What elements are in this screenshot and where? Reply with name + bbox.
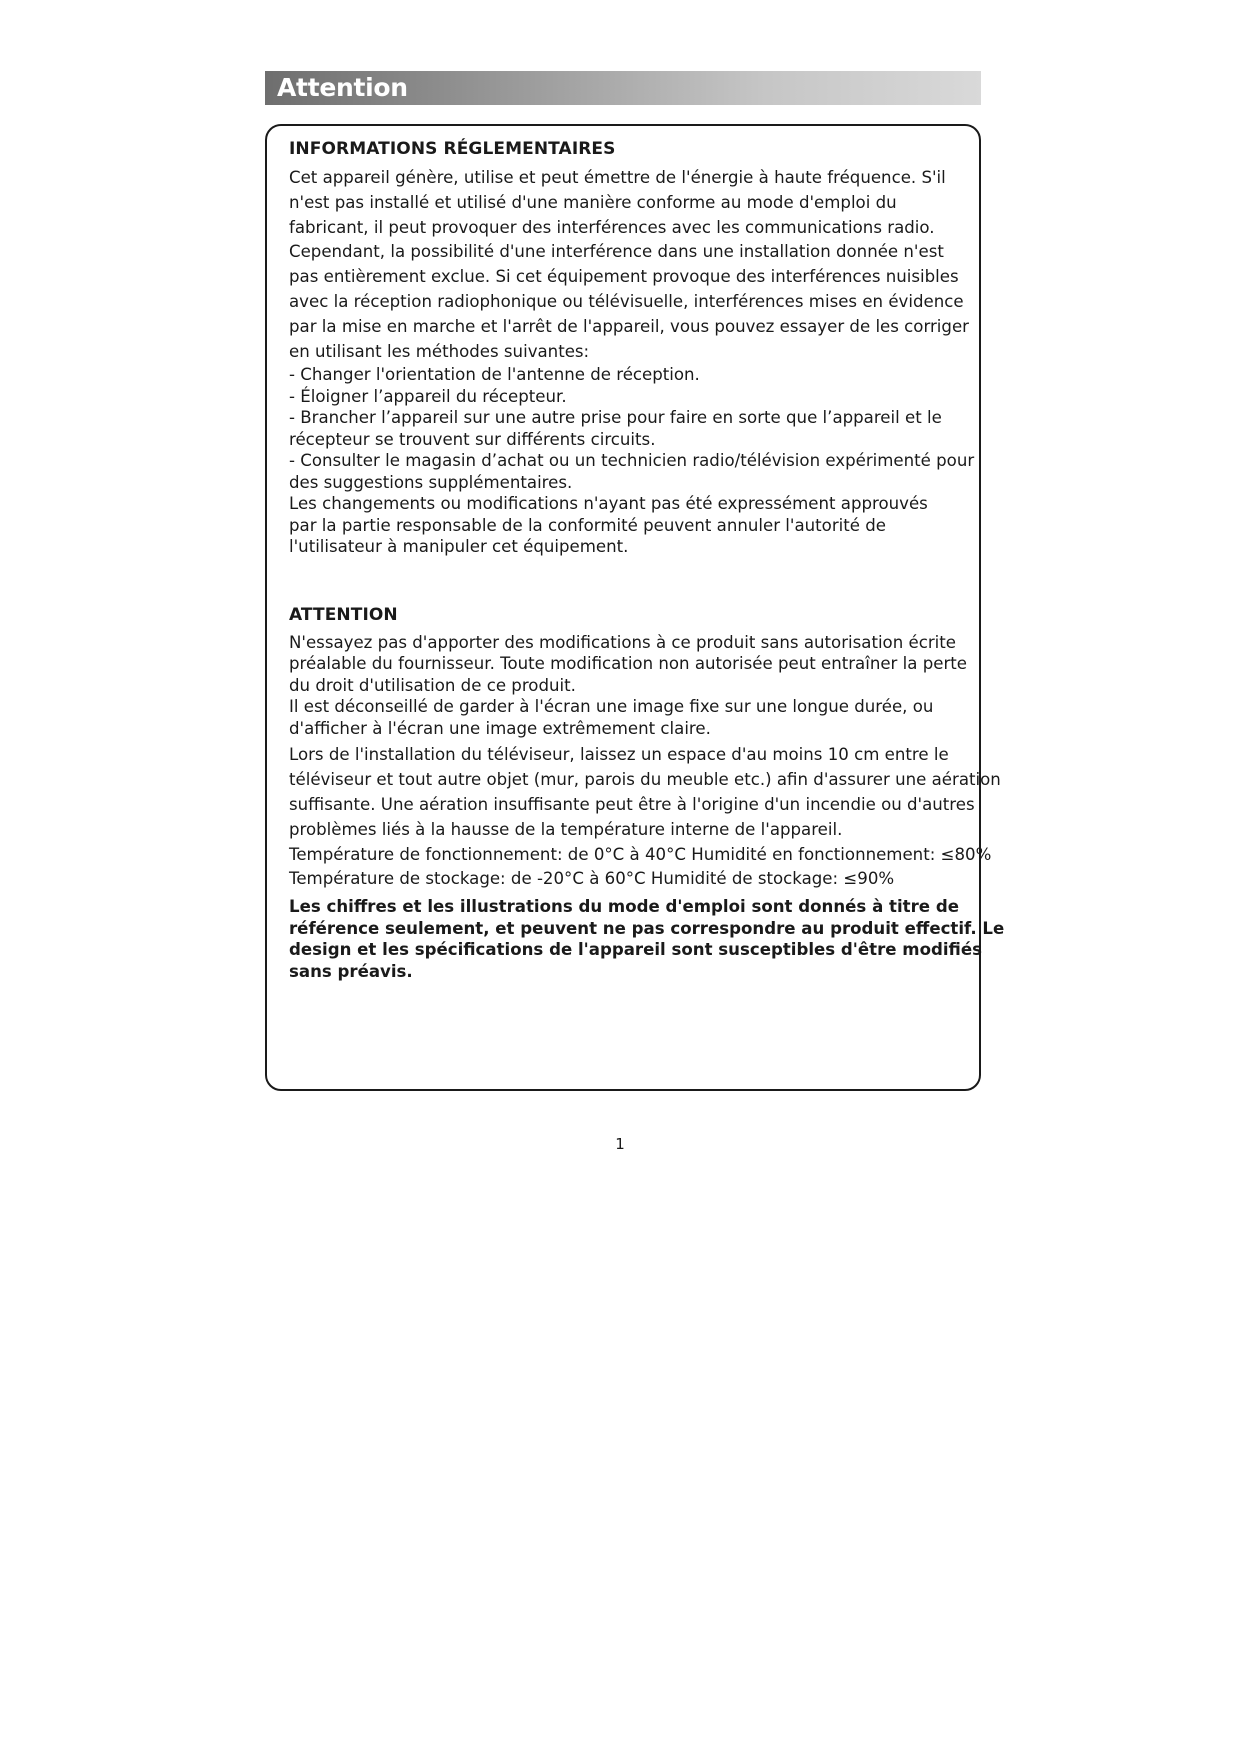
text-line: préalable du fournisseur. Toute modification non autorisée peut entraîner la perte (289, 654, 967, 674)
text-line: Température de stockage: de -20°C à 60°C Humidité de stockage: ≤90% (289, 869, 895, 889)
regulatory-paragraph (289, 166, 979, 364)
regulatory-methods-list (289, 364, 979, 558)
list-item: des suggestions supplémentaires. (289, 472, 573, 492)
text-line: par la partie responsable de la conformité peuvent annuler l'autorité de (289, 515, 886, 535)
text-line: Température de fonctionnement: de 0°C à 40°C Humidité en fonctionnement: ≤80% (289, 844, 992, 864)
page-number: 1 (615, 1135, 625, 1153)
text-line: n'est pas installé et utilisé d'une manière conforme au mode d'emploi du (289, 192, 897, 212)
text-line: Cet appareil génère, utilise et peut émettre de l'énergie à haute fréquence. S'il (289, 168, 946, 187)
attention-intro (289, 632, 979, 740)
disclaimer-note (289, 896, 1005, 982)
section-spacer (289, 558, 979, 604)
text-line: l'utilisateur à manipuler cet équipement. (289, 537, 629, 557)
text-line: d'afficher à l'écran une image extrêmement claire. (289, 718, 711, 738)
list-item: récepteur se trouvent sur différents circuits. (289, 429, 656, 449)
section-banner (265, 71, 981, 105)
text-line: Les changements ou modifications n'ayant pas été expressément approuvés (289, 494, 928, 514)
text-line: Il est déconseillé de garder à l'écran une image fixe sur une longue durée, ou (289, 697, 934, 717)
text-line: fabricant, il peut provoquer des interférences avec les communications radio. (289, 217, 935, 237)
text-line: Lors de l'installation du téléviseur, laissez un espace d'au moins 10 cm entre le (289, 745, 949, 765)
list-item: - Éloigner l’appareil du récepteur. (289, 386, 567, 406)
text-line: Les chiffres et les illustrations du mode d'emploi sont donnés à titre de (289, 897, 959, 917)
text-line: N'essayez pas d'apporter des modifications à ce produit sans autorisation écrite (289, 632, 956, 652)
attention-heading: ATTENTION (289, 604, 398, 625)
list-item: - Changer l'orientation de l'antenne de réception. (289, 365, 700, 385)
list-item: - Brancher l’appareil sur une autre prise pour faire en sorte que l’appareil et le (289, 408, 942, 428)
text-line: Cependant, la possibilité d'une interférence dans une installation donnée n'est (289, 242, 944, 262)
regulatory-heading: INFORMATIONS RÉGLEMENTAIRES (289, 139, 616, 159)
text-line: référence seulement, et peuvent ne pas correspondre au produit effectif. Le (289, 918, 1005, 938)
text-line: pas entièrement exclue. Si cet équipement provoque des interférences nuisibles (289, 267, 959, 287)
text-line: problèmes liés à la hausse de la température interne de l'appareil. (289, 819, 843, 839)
text-line: avec la réception radiophonique ou télévisuelle, interférences mises en évidence (289, 291, 964, 311)
text-line: par la mise en marche et l'arrêt de l'appareil, vous pouvez essayer de les corriger (289, 316, 969, 336)
text-line: téléviseur et tout autre objet (mur, parois du meuble etc.) afin d'assurer une aération (289, 770, 1001, 790)
text-line: suffisante. Une aération insuffisante peut être à l'origine d'un incendie ou d'autres (289, 794, 975, 814)
content-column (289, 138, 1005, 982)
list-item: - Consulter le magasin d’achat ou un technicien radio/télévision expérimenté pour (289, 451, 975, 471)
text-line: design et les spécifications de l'appareil sont susceptibles d'être modifiés (289, 940, 982, 960)
banner-title: Attention (277, 73, 408, 102)
attention-paragraph (289, 743, 1001, 892)
text-line: sans préavis. (289, 961, 413, 981)
text-line: en utilisant les méthodes suivantes: (289, 341, 590, 361)
text-line: du droit d'utilisation de ce produit. (289, 675, 576, 695)
content-box (265, 124, 1005, 1091)
